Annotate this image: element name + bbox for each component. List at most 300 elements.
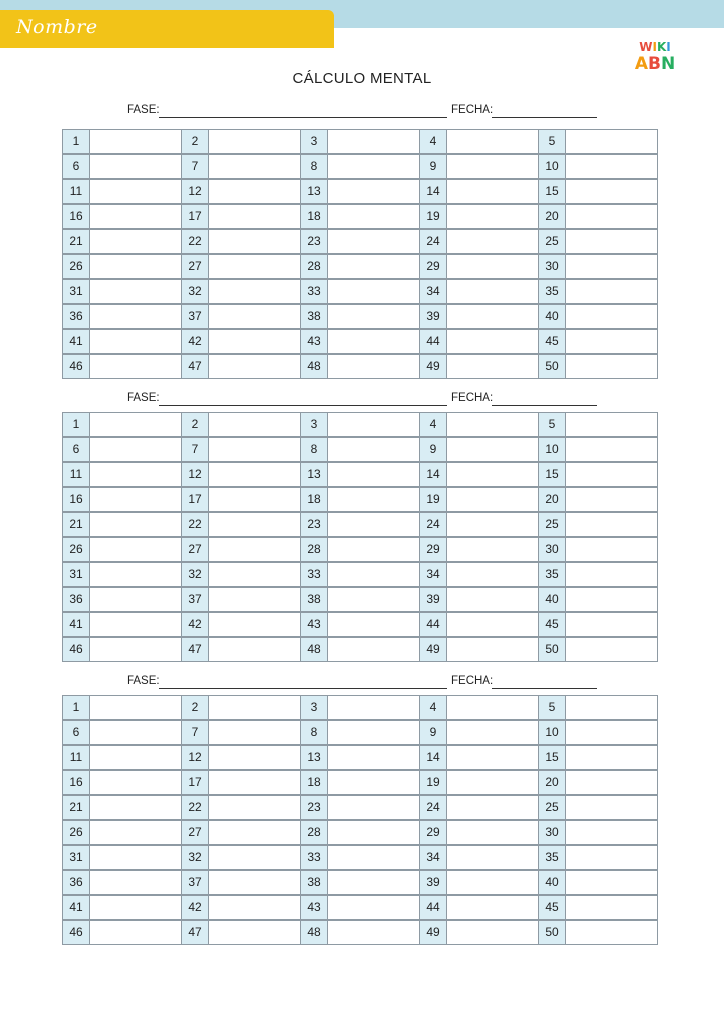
answer-box[interactable] <box>565 562 658 587</box>
problem-number: 31 <box>62 562 90 587</box>
problem-number: 8 <box>300 154 328 179</box>
fecha-label: FECHA: <box>451 392 494 404</box>
problem-number: 45 <box>538 895 566 920</box>
problem-number: 27 <box>181 820 209 845</box>
answer-box[interactable] <box>446 279 539 304</box>
answer-box[interactable] <box>446 129 539 154</box>
fase-label: FASE: <box>127 392 160 404</box>
problem-number: 6 <box>62 437 90 462</box>
problem-number: 5 <box>538 129 566 154</box>
problem-number: 31 <box>62 279 90 304</box>
problem-number: 36 <box>62 304 90 329</box>
problem-number: 37 <box>181 587 209 612</box>
fase-input-line[interactable] <box>159 688 447 689</box>
answer-box[interactable] <box>327 795 420 820</box>
answer-box[interactable] <box>327 870 420 895</box>
answer-box[interactable] <box>208 512 301 537</box>
fase-fecha-row <box>127 675 602 693</box>
answer-box[interactable] <box>565 745 658 770</box>
problem-number: 5 <box>538 412 566 437</box>
problem-number: 16 <box>62 770 90 795</box>
problem-number: 2 <box>181 129 209 154</box>
answer-box[interactable] <box>208 129 301 154</box>
problem-number: 30 <box>538 537 566 562</box>
answer-box[interactable] <box>565 204 658 229</box>
problem-number: 29 <box>419 254 447 279</box>
problem-number: 40 <box>538 304 566 329</box>
answer-box[interactable] <box>565 770 658 795</box>
problem-number: 19 <box>419 487 447 512</box>
problem-number: 49 <box>419 354 447 379</box>
answer-box[interactable] <box>565 795 658 820</box>
problem-number: 42 <box>181 329 209 354</box>
problem-number: 37 <box>181 870 209 895</box>
answer-box[interactable] <box>208 462 301 487</box>
answer-box[interactable] <box>89 562 182 587</box>
problem-number: 8 <box>300 720 328 745</box>
answer-box[interactable] <box>89 487 182 512</box>
answer-box[interactable] <box>89 154 182 179</box>
problem-number: 29 <box>419 537 447 562</box>
answer-box[interactable] <box>446 920 539 945</box>
answer-box[interactable] <box>327 637 420 662</box>
problem-number: 10 <box>538 154 566 179</box>
problem-number: 42 <box>181 895 209 920</box>
answer-box[interactable] <box>446 412 539 437</box>
answer-box[interactable] <box>327 512 420 537</box>
answer-box[interactable] <box>208 537 301 562</box>
problem-number: 20 <box>538 487 566 512</box>
problem-number: 27 <box>181 537 209 562</box>
problem-number: 31 <box>62 845 90 870</box>
answer-box[interactable] <box>208 487 301 512</box>
answer-box[interactable] <box>446 437 539 462</box>
answer-box[interactable] <box>89 254 182 279</box>
answer-box[interactable] <box>446 745 539 770</box>
answer-box[interactable] <box>565 820 658 845</box>
problem-number: 32 <box>181 279 209 304</box>
answer-box[interactable] <box>565 720 658 745</box>
problem-number: 40 <box>538 870 566 895</box>
answer-box[interactable] <box>327 612 420 637</box>
problem-number: 38 <box>300 870 328 895</box>
page-title: CÁLCULO MENTAL <box>292 70 432 87</box>
problem-number: 15 <box>538 462 566 487</box>
logo-bottom-text: ABN <box>634 54 676 74</box>
problem-number: 43 <box>300 612 328 637</box>
answer-box[interactable] <box>208 254 301 279</box>
problem-number: 29 <box>419 820 447 845</box>
fase-input-line[interactable] <box>159 117 447 118</box>
problem-number: 11 <box>62 179 90 204</box>
problem-number: 1 <box>62 412 90 437</box>
problem-number: 14 <box>419 745 447 770</box>
answer-box[interactable] <box>208 770 301 795</box>
problem-number: 18 <box>300 204 328 229</box>
answer-box[interactable] <box>208 820 301 845</box>
problem-number: 24 <box>419 512 447 537</box>
problem-number: 35 <box>538 845 566 870</box>
problem-number: 23 <box>300 229 328 254</box>
fecha-label: FECHA: <box>451 675 494 687</box>
answer-box[interactable] <box>208 154 301 179</box>
answer-box[interactable] <box>89 279 182 304</box>
answer-box[interactable] <box>327 279 420 304</box>
answer-box[interactable] <box>446 720 539 745</box>
answer-box[interactable] <box>89 129 182 154</box>
answer-box[interactable] <box>327 204 420 229</box>
problem-number: 16 <box>62 487 90 512</box>
problem-number: 27 <box>181 254 209 279</box>
problem-number: 47 <box>181 637 209 662</box>
problem-number: 21 <box>62 512 90 537</box>
answer-box[interactable] <box>89 695 182 720</box>
answer-box[interactable] <box>565 304 658 329</box>
answer-box[interactable] <box>89 437 182 462</box>
answer-box[interactable] <box>565 254 658 279</box>
answer-box[interactable] <box>89 412 182 437</box>
answer-box[interactable] <box>327 720 420 745</box>
answer-box[interactable] <box>327 254 420 279</box>
answer-box[interactable] <box>327 770 420 795</box>
answer-box[interactable] <box>327 562 420 587</box>
answer-box[interactable] <box>89 745 182 770</box>
answer-box[interactable] <box>208 562 301 587</box>
answer-box[interactable] <box>208 745 301 770</box>
fase-label: FASE: <box>127 104 160 116</box>
problem-number: 25 <box>538 795 566 820</box>
name-tab[interactable] <box>0 10 334 48</box>
problem-number: 35 <box>538 279 566 304</box>
problem-number: 11 <box>62 462 90 487</box>
answer-box[interactable] <box>208 795 301 820</box>
problem-number: 10 <box>538 437 566 462</box>
answer-box[interactable] <box>208 354 301 379</box>
answer-box[interactable] <box>327 462 420 487</box>
answer-box[interactable] <box>208 329 301 354</box>
answer-box[interactable] <box>89 920 182 945</box>
problem-number: 24 <box>419 795 447 820</box>
answer-box[interactable] <box>327 179 420 204</box>
fase-fecha-row <box>127 104 602 122</box>
answer-box[interactable] <box>208 845 301 870</box>
answer-box[interactable] <box>565 587 658 612</box>
answer-box[interactable] <box>446 770 539 795</box>
problem-number: 40 <box>538 587 566 612</box>
answer-box[interactable] <box>327 354 420 379</box>
problem-number: 1 <box>62 129 90 154</box>
answer-box[interactable] <box>327 487 420 512</box>
answer-box[interactable] <box>565 487 658 512</box>
fecha-input-line[interactable] <box>492 688 597 689</box>
problem-number: 13 <box>300 179 328 204</box>
answer-box[interactable] <box>565 512 658 537</box>
problem-number: 28 <box>300 820 328 845</box>
problem-number: 33 <box>300 845 328 870</box>
problem-number: 17 <box>181 770 209 795</box>
answer-box[interactable] <box>446 487 539 512</box>
answer-box[interactable] <box>327 437 420 462</box>
answer-box[interactable] <box>565 612 658 637</box>
answer-box[interactable] <box>446 537 539 562</box>
answer-box[interactable] <box>89 462 182 487</box>
problem-number: 32 <box>181 562 209 587</box>
answer-box[interactable] <box>446 587 539 612</box>
answer-box[interactable] <box>89 820 182 845</box>
problem-number: 13 <box>300 462 328 487</box>
problem-number: 12 <box>181 462 209 487</box>
problem-number: 26 <box>62 537 90 562</box>
fecha-label: FECHA: <box>451 104 494 116</box>
problem-number: 41 <box>62 612 90 637</box>
answer-box[interactable] <box>89 204 182 229</box>
answer-box[interactable] <box>565 179 658 204</box>
answer-box[interactable] <box>208 895 301 920</box>
problem-number: 16 <box>62 204 90 229</box>
problem-number: 6 <box>62 720 90 745</box>
problem-number: 42 <box>181 612 209 637</box>
answer-box[interactable] <box>446 154 539 179</box>
problem-number: 4 <box>419 695 447 720</box>
answer-box[interactable] <box>565 695 658 720</box>
answer-box[interactable] <box>89 512 182 537</box>
problem-number: 34 <box>419 562 447 587</box>
problem-number: 30 <box>538 820 566 845</box>
problem-number: 15 <box>538 745 566 770</box>
calculation-grid <box>62 412 658 660</box>
fase-input-line[interactable] <box>159 405 447 406</box>
answer-box[interactable] <box>89 304 182 329</box>
problem-number: 17 <box>181 204 209 229</box>
answer-box[interactable] <box>89 720 182 745</box>
problem-number: 20 <box>538 770 566 795</box>
problem-number: 9 <box>419 437 447 462</box>
answer-box[interactable] <box>89 229 182 254</box>
problem-number: 19 <box>419 770 447 795</box>
answer-box[interactable] <box>208 204 301 229</box>
answer-box[interactable] <box>565 637 658 662</box>
problem-number: 6 <box>62 154 90 179</box>
problem-number: 38 <box>300 304 328 329</box>
answer-box[interactable] <box>208 870 301 895</box>
problem-number: 10 <box>538 720 566 745</box>
answer-box[interactable] <box>446 562 539 587</box>
answer-box[interactable] <box>208 587 301 612</box>
answer-box[interactable] <box>327 129 420 154</box>
problem-number: 7 <box>181 437 209 462</box>
answer-box[interactable] <box>327 537 420 562</box>
answer-box[interactable] <box>327 895 420 920</box>
problem-number: 34 <box>419 279 447 304</box>
problem-number: 4 <box>419 412 447 437</box>
problem-number: 47 <box>181 354 209 379</box>
problem-number: 33 <box>300 279 328 304</box>
problem-number: 46 <box>62 354 90 379</box>
problem-number: 12 <box>181 745 209 770</box>
answer-box[interactable] <box>327 587 420 612</box>
answer-box[interactable] <box>89 329 182 354</box>
answer-box[interactable] <box>446 204 539 229</box>
answer-box[interactable] <box>89 587 182 612</box>
answer-box[interactable] <box>89 612 182 637</box>
answer-box[interactable] <box>565 412 658 437</box>
answer-box[interactable] <box>327 229 420 254</box>
problem-number: 35 <box>538 562 566 587</box>
answer-box[interactable] <box>89 795 182 820</box>
problem-number: 45 <box>538 612 566 637</box>
answer-box[interactable] <box>89 895 182 920</box>
answer-box[interactable] <box>446 329 539 354</box>
problem-number: 23 <box>300 795 328 820</box>
answer-box[interactable] <box>208 720 301 745</box>
answer-box[interactable] <box>327 412 420 437</box>
answer-box[interactable] <box>446 795 539 820</box>
problem-number: 33 <box>300 562 328 587</box>
answer-box[interactable] <box>89 179 182 204</box>
problem-number: 50 <box>538 354 566 379</box>
answer-box[interactable] <box>565 154 658 179</box>
answer-box[interactable] <box>446 462 539 487</box>
answer-box[interactable] <box>565 354 658 379</box>
problem-number: 9 <box>419 720 447 745</box>
problem-number: 28 <box>300 254 328 279</box>
answer-box[interactable] <box>327 695 420 720</box>
answer-box[interactable] <box>446 179 539 204</box>
problem-number: 24 <box>419 229 447 254</box>
problem-number: 7 <box>181 154 209 179</box>
answer-box[interactable] <box>565 462 658 487</box>
answer-box[interactable] <box>446 612 539 637</box>
problem-number: 5 <box>538 695 566 720</box>
problem-number: 48 <box>300 354 328 379</box>
answer-box[interactable] <box>565 329 658 354</box>
problem-number: 15 <box>538 179 566 204</box>
answer-box[interactable] <box>565 845 658 870</box>
problem-number: 46 <box>62 920 90 945</box>
answer-box[interactable] <box>565 870 658 895</box>
answer-box[interactable] <box>208 229 301 254</box>
answer-box[interactable] <box>208 279 301 304</box>
answer-box[interactable] <box>327 920 420 945</box>
problem-number: 32 <box>181 845 209 870</box>
answer-box[interactable] <box>89 845 182 870</box>
answer-box[interactable] <box>565 437 658 462</box>
problem-number: 1 <box>62 695 90 720</box>
problem-number: 21 <box>62 229 90 254</box>
problem-number: 44 <box>419 895 447 920</box>
answer-box[interactable] <box>89 637 182 662</box>
answer-box[interactable] <box>89 354 182 379</box>
problem-number: 23 <box>300 512 328 537</box>
problem-number: 3 <box>300 695 328 720</box>
problem-number: 43 <box>300 329 328 354</box>
problem-number: 21 <box>62 795 90 820</box>
problem-number: 14 <box>419 462 447 487</box>
answer-box[interactable] <box>208 179 301 204</box>
problem-number: 39 <box>419 870 447 895</box>
problem-number: 22 <box>181 229 209 254</box>
answer-box[interactable] <box>446 870 539 895</box>
answer-box[interactable] <box>208 695 301 720</box>
answer-box[interactable] <box>446 895 539 920</box>
answer-box[interactable] <box>446 512 539 537</box>
answer-box[interactable] <box>446 845 539 870</box>
answer-box[interactable] <box>208 637 301 662</box>
answer-box[interactable] <box>208 412 301 437</box>
answer-box[interactable] <box>446 354 539 379</box>
problem-number: 20 <box>538 204 566 229</box>
fecha-input-line[interactable] <box>492 117 597 118</box>
answer-box[interactable] <box>208 920 301 945</box>
problem-number: 2 <box>181 695 209 720</box>
problem-number: 7 <box>181 720 209 745</box>
problem-number: 41 <box>62 895 90 920</box>
problem-number: 22 <box>181 512 209 537</box>
answer-box[interactable] <box>208 304 301 329</box>
logo-top-text: WIKI <box>639 40 671 54</box>
problem-number: 50 <box>538 637 566 662</box>
answer-box[interactable] <box>446 254 539 279</box>
answer-box[interactable] <box>565 920 658 945</box>
answer-box[interactable] <box>446 695 539 720</box>
answer-box[interactable] <box>327 154 420 179</box>
problem-number: 47 <box>181 920 209 945</box>
answer-box[interactable] <box>327 304 420 329</box>
problem-number: 12 <box>181 179 209 204</box>
calculation-grid <box>62 129 658 377</box>
answer-box[interactable] <box>565 537 658 562</box>
problem-number: 11 <box>62 745 90 770</box>
answer-box[interactable] <box>565 895 658 920</box>
answer-box[interactable] <box>327 329 420 354</box>
problem-number: 49 <box>419 637 447 662</box>
problem-number: 26 <box>62 254 90 279</box>
problem-number: 38 <box>300 587 328 612</box>
answer-box[interactable] <box>208 612 301 637</box>
answer-box[interactable] <box>446 820 539 845</box>
answer-box[interactable] <box>446 229 539 254</box>
problem-number: 19 <box>419 204 447 229</box>
fecha-input-line[interactable] <box>492 405 597 406</box>
answer-box[interactable] <box>565 229 658 254</box>
fase-label: FASE: <box>127 675 160 687</box>
problem-number: 44 <box>419 329 447 354</box>
answer-box[interactable] <box>89 537 182 562</box>
problem-number: 50 <box>538 920 566 945</box>
problem-number: 14 <box>419 179 447 204</box>
answer-box[interactable] <box>327 745 420 770</box>
problem-number: 41 <box>62 329 90 354</box>
answer-box[interactable] <box>446 637 539 662</box>
answer-box[interactable] <box>89 870 182 895</box>
problem-number: 8 <box>300 437 328 462</box>
problem-number: 18 <box>300 770 328 795</box>
problem-number: 25 <box>538 229 566 254</box>
calculation-grid <box>62 695 658 943</box>
answer-box[interactable] <box>208 437 301 462</box>
answer-box[interactable] <box>327 820 420 845</box>
problem-number: 26 <box>62 820 90 845</box>
answer-box[interactable] <box>327 845 420 870</box>
answer-box[interactable] <box>565 129 658 154</box>
problem-number: 18 <box>300 487 328 512</box>
problem-number: 48 <box>300 920 328 945</box>
answer-box[interactable] <box>565 279 658 304</box>
problem-number: 22 <box>181 795 209 820</box>
answer-box[interactable] <box>446 304 539 329</box>
answer-box[interactable] <box>89 770 182 795</box>
problem-number: 48 <box>300 637 328 662</box>
